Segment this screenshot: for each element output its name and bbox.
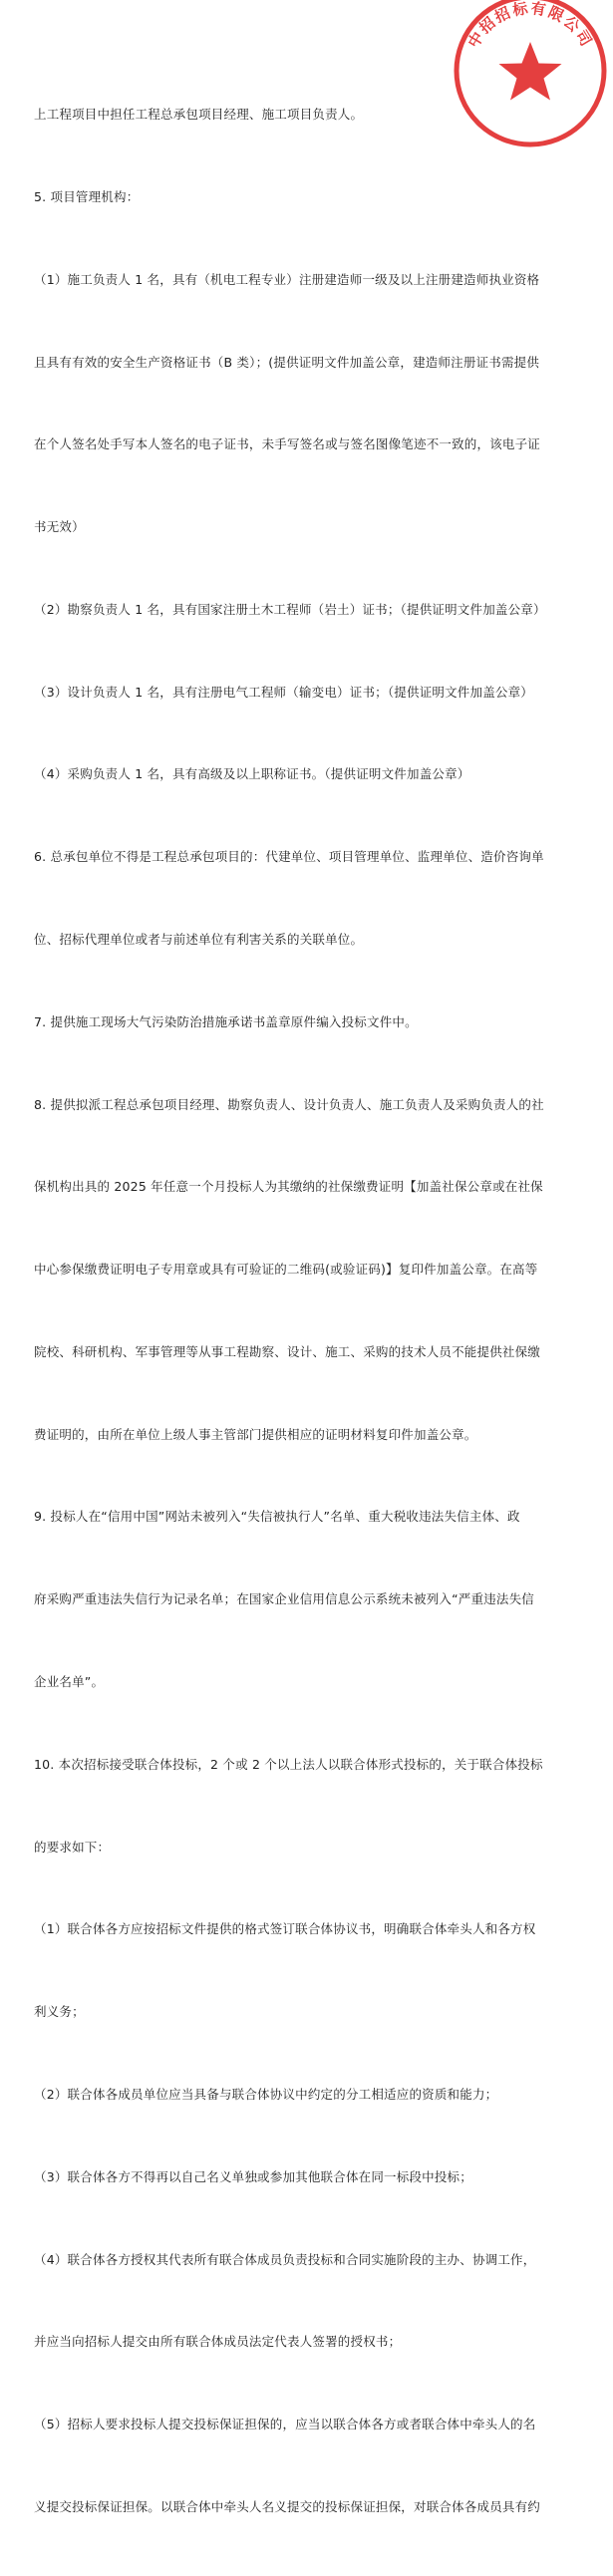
doc-line: （2）联合体各成员单位应当具备与联合体协议中约定的分工相适应的资质和能力； (34, 2086, 498, 2102)
doc-line: 10. 本次招标接受联合体投标，2 个或 2 个以上法人以联合体形式投标的，关于联合体投标 (34, 1756, 543, 1772)
doc-line: 保机构出具的 2025 年任意一个月投标人为其缴纳的社保缴费证明【加盖社保公章或在社保 (34, 1179, 543, 1195)
doc-line: （2）勘察负责人 1 名，具有国家注册土木工程师（岩土）证书；（提供证明文件加盖公章） (34, 601, 546, 617)
doc-line: （3）设计负责人 1 名，具有注册电气工程师（输变电）证书；（提供证明文件加盖公章） (34, 684, 534, 700)
doc-line: （4）采购负责人 1 名，具有高级及以上职称证书。（提供证明文件加盖公章） (34, 766, 470, 782)
doc-line: 费证明的，由所在单位上级人事主管部门提供相应的证明材料复印件加盖公章。 (34, 1426, 477, 1442)
doc-line: 7. 提供施工现场大气污染防治措施承诺书盖章原件编入投标文件中。 (34, 1013, 418, 1029)
doc-line: 的要求如下： (34, 1839, 111, 1855)
doc-line: 中心参保缴费证明电子专用章或具有可验证的二维码(或验证码)】复印件加盖公章。在高等 (34, 1262, 538, 1278)
doc-line: 上工程项目中担任工程总承包项目经理、施工项目负责人。 (34, 107, 364, 123)
doc-line: 9. 投标人在“信用中国”网站未被列入“失信被执行人”名单、重大税收违法失信主体、政 (34, 1509, 520, 1525)
doc-line: 企业名单”。 (34, 1674, 105, 1690)
document-body (34, 46, 580, 2576)
doc-line: （1）施工负责人 1 名，具有（机电工程专业）注册建造师一级及以上注册建造师执业资格 (34, 271, 540, 287)
doc-line: 书无效） (34, 519, 85, 535)
seal-text-path: 中招招标有限公司 (463, 0, 597, 52)
doc-line: 6. 总承包单位不得是工程总承包项目的：代建单位、项目管理单位、监理单位、造价咨询单 (34, 849, 544, 865)
doc-line: （4）联合体各方授权其代表所有联合体成员负责投标和合同实施阶段的主办、协调工作， (34, 2251, 536, 2267)
doc-line: 且具有有效的安全生产资格证书（B 类）；(提供证明文件加盖公章，建造师注册证书需提供 (34, 354, 540, 370)
doc-line: 5. 项目管理机构： (34, 188, 140, 204)
company-seal (450, 0, 611, 151)
doc-line: 府采购严重违法失信行为记录名单；在国家企业信用信息公示系统未被列入“严重违法失信 (34, 1591, 534, 1607)
doc-line: （5）招标人要求投标人提交投标保证担保的，应当以联合体各方或者联合体中牵头人的名 (34, 2417, 536, 2433)
doc-line: （3）联合体各方不得再以自己名义单独或参加其他联合体在同一标段中投标； (34, 2168, 472, 2184)
doc-line: （1）联合体各方应按招标文件提供的格式签订联合体协议书，明确联合体牵头人和各方权 (34, 1921, 536, 1937)
doc-line: 在个人签名处手写本人签名的电子证书，未手写签名或与签名图像笔迹不一致的，该电子证 (34, 436, 541, 452)
seal-star-icon (499, 42, 562, 101)
doc-line: 院校、科研机构、军事管理等从事工程勘察、设计、施工、采购的技术人员不能提供社保缴 (34, 1343, 541, 1359)
doc-line: 义提交投标保证担保。以联合体中牵头人名义提交的投标保证担保，对联合体各成员具有约 (34, 2498, 541, 2514)
doc-line: 8. 提供拟派工程总承包项目经理、勘察负责人、设计负责人、施工负责人及采购负责人的社 (34, 1096, 544, 1112)
doc-line: 位、招标代理单位或者与前述单位有利害关系的关联单位。 (34, 932, 364, 947)
doc-line: 利义务； (34, 2004, 85, 2020)
doc-line: 并应当向招标人提交由所有联合体成员法定代表人签署的授权书； (34, 2334, 402, 2350)
